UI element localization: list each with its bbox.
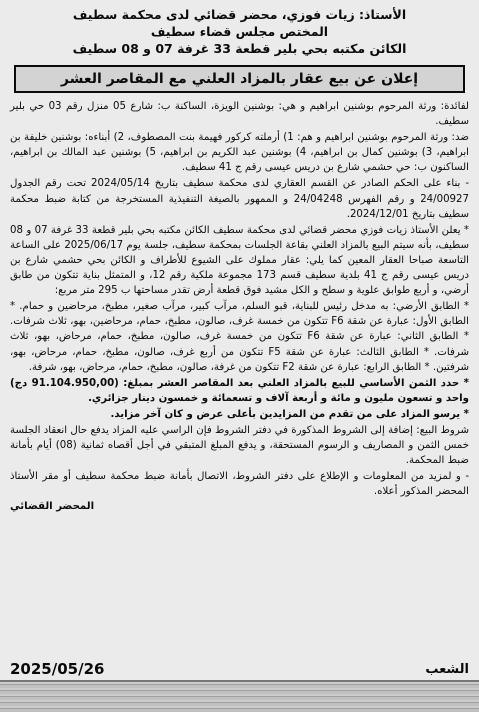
newspaper-footer <box>10 660 469 678</box>
sale-announcement-paragraph: * يعلن الأستاذ زيات فوزي محضر قضائي لدى محكمة سطيف الكائن مكتبه بحي بلير قطعة 33 غرفة 07 و 08 سطيف، بأنه سيتم البيع بالمزاد العلني بقاعة الجلسات بمحكمة سطيف، جلسة يوم 2025/06/17 على الساعة التاسعة صباحا العقار المعين كما يلي: عقار مملوك على الشيوع للأطراف و الكائن بحي حشمي شارع بن دريس عيسى رقم ج 41 بلدية سطيف قسم 173 مجموعة ملكية رقم 12، و المتمثل بناية تتكون من طابق أرضي، و أربع طوابق علوية و سطح و الكل مشيد فوق قطعة أرض تقدر مساحتها ب 295 متر مربع: <box>10 224 469 297</box>
base-price-paragraph: * حدد الثمن الأساسي للبيع بالمزاد العلني بعد المقاصر العشر بمبلغ: (91.104.950,00 دج) واحد و تسعون مليون و مائة و أربعة آلاف و تسعمائة و خمسون دينار جزائري. <box>10 377 469 404</box>
announcement-title: إعلان عن بيع عقار بالمزاد العلني مع المقاصر العشر <box>14 65 465 93</box>
bottom-border-band <box>0 680 479 712</box>
beneficiary-paragraph: لفائدة: ورثة المرحوم بوشنين ابراهيم و هي: بوشنين الويزة، الساكنة ب: شارع 05 منزل رقم 03 حي بلير سطيف. <box>10 101 469 128</box>
header-line-3: الكائن مكتبه بحي بلير قطعة 33 غرفة 07 و 08 سطيف <box>72 41 407 56</box>
contact-row <box>10 469 469 499</box>
bailiff-header <box>10 6 469 57</box>
floors-description-paragraph: * الطابق الأرضي: به مدخل رئيس للبناية، قبو السلم، مرآب كبير، مرآب صغير، مطبخ، مرحاضين و حمام. * الطابق الأول: عبارة عن شقة F6 تتكون من خمسة غرف، صالون، مطبخ، حمام، مرحاضين، بهو، ثلاث شرفات. * الطابق الثاني: عبارة عن شقة F6 تتكون من خمسة غرف، صالون، مطبخ، حمام، مرحاض، بهو، ثلاث شرفات. * الطابق الثالث: عبارة عن شقة F5 تتكون من أربع غرف، صالون، مطبخ، حمام، مرحاض، بهو، شرفتين. * الطابق الرابع: عبارة عن شقة F2 تتكون من غرفة، صالون، مطبخ، حمام، مرحاض، بهو، شرفة. <box>10 301 469 373</box>
defendants-paragraph: ضد: ورثة المرحوم بوشنين ابراهيم و هم: 1) أرملته كركور فهيمة بنت المصطوف، 2) أبناءه: بوشنين خليفة بن ابراهيم، 3) بوشنين كمال بن ابراهيم، 4) بوشنين عبد الكريم بن ابراهيم، 5) بوشنين عبد المالك بن ابراهيم، الساكنون ب: حي حشمي شارع بن دريس عيسى رقم ج 41 سطيف. <box>10 132 470 174</box>
announcement-body <box>10 99 469 514</box>
newspaper-name: الشعب <box>425 661 469 677</box>
header-line-2: المختص مجلس قضاء سطيف <box>150 24 329 39</box>
signature: المحضر القضائي <box>10 501 95 513</box>
highest-bidder-paragraph: * يرسو المزاد على من تقدم من المزايدين بأعلى عرض و كان آخر مزايد. <box>110 408 469 420</box>
header-line-1: الأستاذ: زيات فوزي، محضر قضائي لدى محكمة سطيف <box>72 7 407 22</box>
contact-paragraph: - و لمزيد من المعلومات و الإطلاع على دفتر الشروط، الاتصال بأمانة ضبط محكمة سطيف أو مقر الأستاذ المحضر المذكور أعلاه. <box>10 471 469 498</box>
judgment-paragraph: - بناء على الحكم الصادر عن القسم العقاري لدى محكمة سطيف بتاريخ 2024/05/14 تحت رقم الجدول 24/00927 و رقم الفهرس 24/04248 و الممهور بالصيغة التنفيذية المستخرجة من كتابة ضبط محكمة سطيف بتاريخ 2024/12/01. <box>10 178 469 220</box>
sale-conditions-paragraph: شروط البيع: إضافة إلى الشروط المذكورة في دفتر الشروط فإن الراسي عليه المزاد يدفع حال انعقاد الجلسة خمس الثمن و المصاريف و الرسوم المستحقة، و يدفع المبلغ المتبقي في أجل أقصاه ثمانية (08) أيام بأمانة ضبط المحكمة. <box>10 424 469 467</box>
publication-date: 2025/05/26 <box>10 660 105 678</box>
